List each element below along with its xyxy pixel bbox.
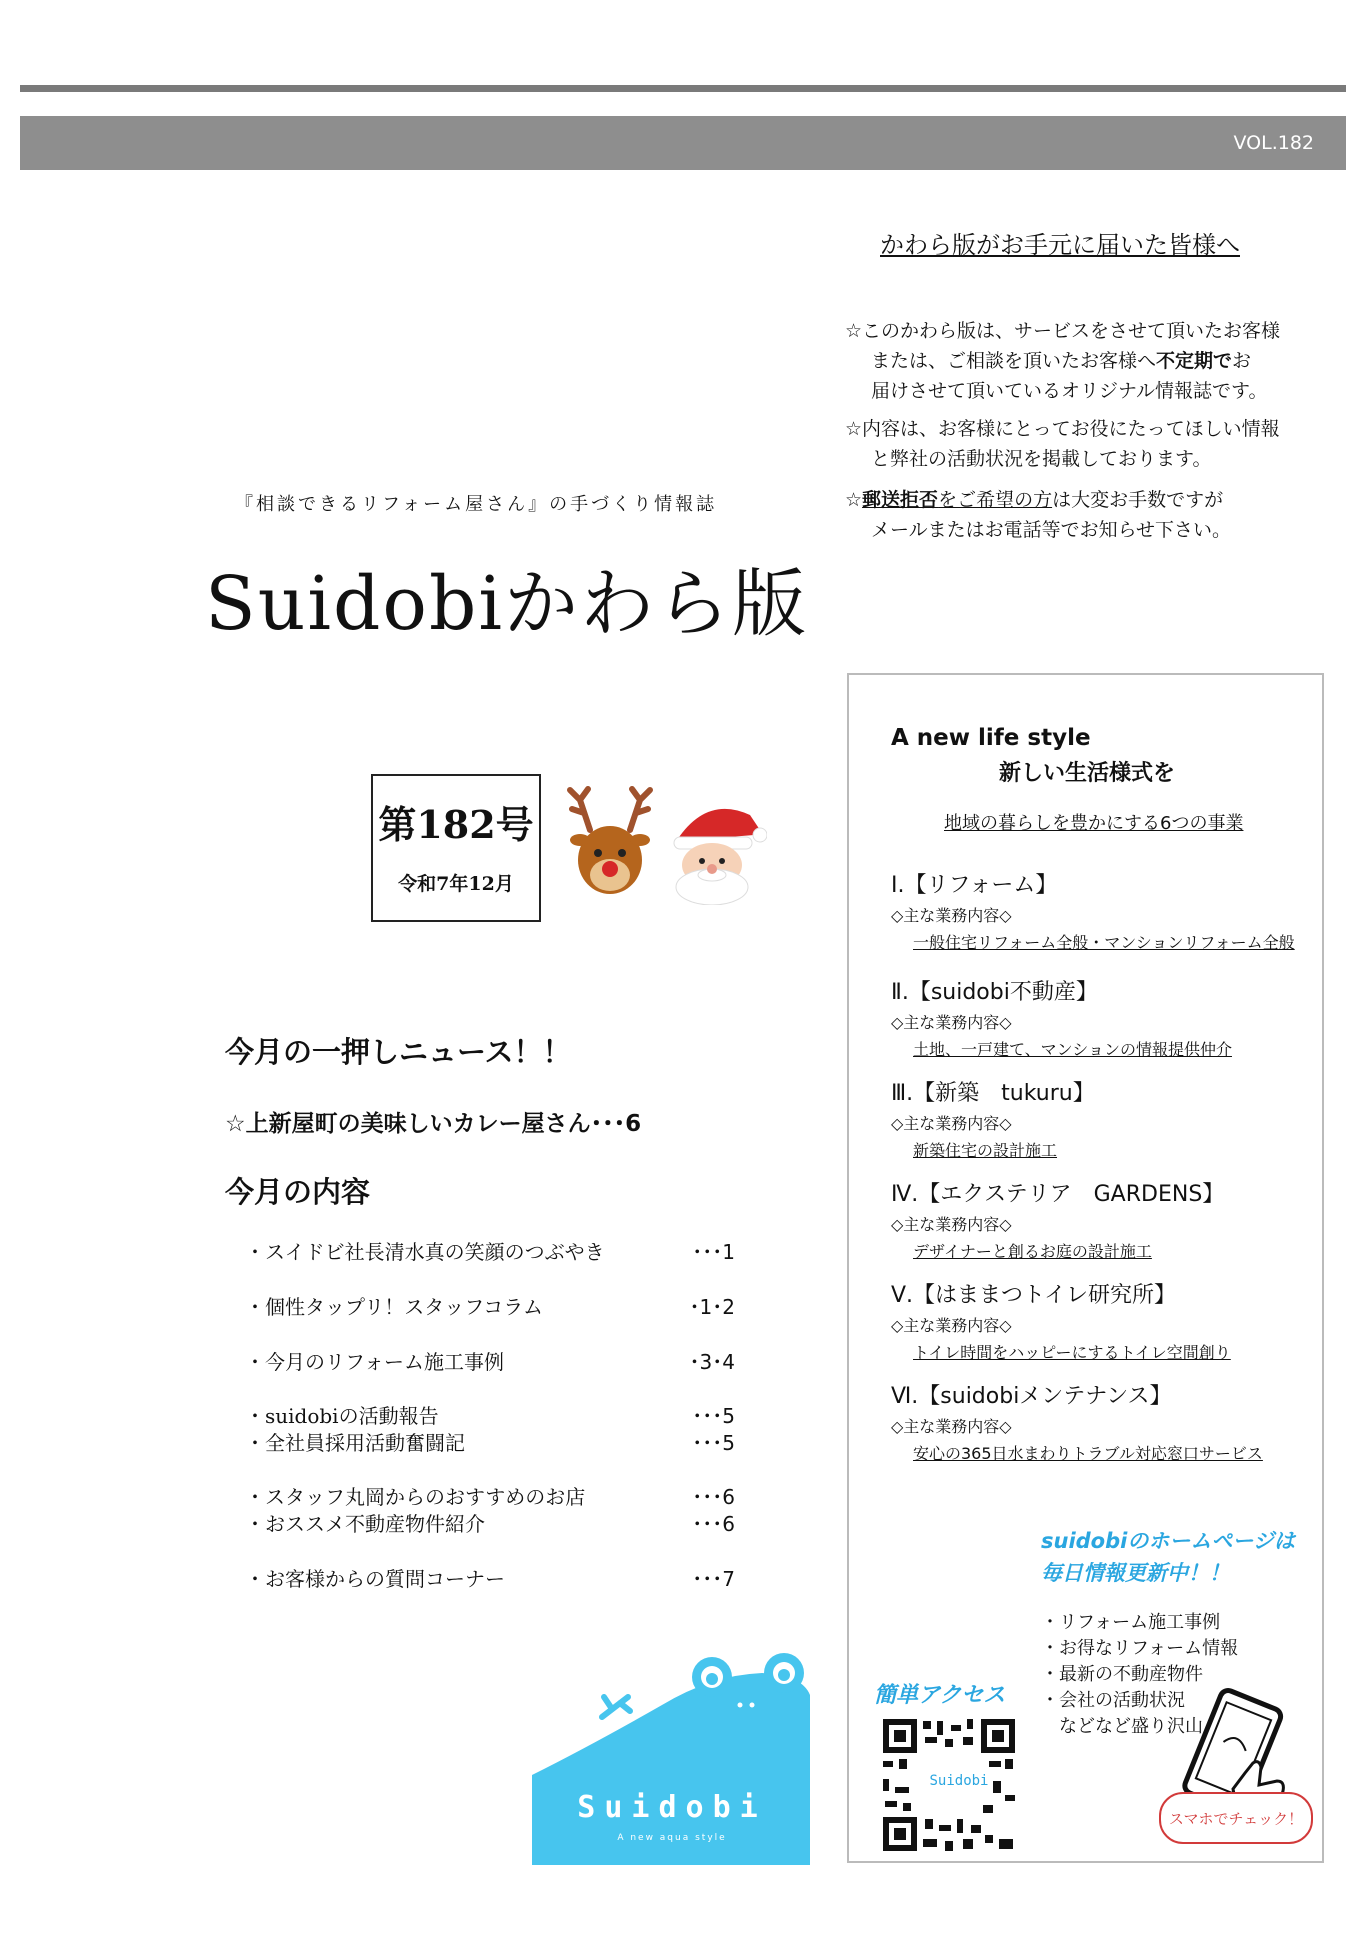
- toc-item: [245, 1291, 735, 1320]
- business-item-newbuild: [891, 1076, 1311, 1161]
- toc-item-title: ・今月のリフォーム施工事例: [245, 1350, 504, 1374]
- toc-item-title: ・お客様からの質問コーナー: [245, 1567, 505, 1591]
- notice-3: [845, 485, 1231, 545]
- feature-item: ・最新の不動産物件: [1041, 1664, 1203, 1685]
- business-item-maintenance: [891, 1379, 1311, 1464]
- toc-item-page: ･･･1: [692, 1240, 735, 1264]
- toc-item-page: ･･･6: [692, 1512, 735, 1536]
- toc-item-title: ・suidobiの活動報告: [245, 1404, 439, 1428]
- toc-item-page: ･･･7: [692, 1567, 735, 1591]
- logo-name: Suidobi: [577, 1790, 767, 1825]
- toc-item-title: ・スイドビ社長清水真の笑顔のつぶやき: [245, 1240, 605, 1264]
- volume-label: VOL.182: [1233, 132, 1314, 154]
- check-bubble: スマホでチェック！: [1159, 1792, 1313, 1844]
- notice-1-line-2a: または、ご相談を頂いたお客様へ: [871, 350, 1157, 372]
- toc-item-page: ･3･4: [689, 1350, 735, 1374]
- business-item-exterior: [891, 1177, 1311, 1262]
- business-label: ◇主な業務内容◇: [891, 1316, 1012, 1335]
- business-title: Ⅱ.【suidobi不動産】: [891, 980, 1098, 1005]
- notice-1: [845, 316, 1280, 406]
- notice-2-line-1: ☆内容は、お客様にとってお役にたってほしい情報: [845, 418, 1280, 440]
- notice-3-line-2: メールまたはお電話等でお知らせ下さい。: [871, 519, 1232, 541]
- notice-1-line-2: [845, 346, 1280, 376]
- business-desc: 土地、一戸建て、マンションの情報提供仲介: [913, 1040, 1232, 1059]
- toc-item-page: ･･･5: [692, 1431, 735, 1455]
- business-label: ◇主な業務内容◇: [891, 906, 1012, 925]
- business-label: ◇主な業務内容◇: [891, 1013, 1012, 1032]
- logo-tagline: A new aqua style: [617, 1833, 727, 1843]
- suidobi-logo: [532, 1635, 822, 1865]
- toc-item-page: ･･･5: [692, 1404, 735, 1428]
- toc-item: [245, 1400, 735, 1429]
- toc-item: [245, 1346, 735, 1375]
- toc-item-title: ・全社員採用活動奮闘記: [245, 1431, 465, 1455]
- masthead-subtitle: 『相談できるリフォーム屋さん』の手づくり情報誌: [235, 494, 718, 515]
- toc-item: [245, 1236, 735, 1265]
- toc-item-title: ・おススメ不動産物件紹介: [245, 1512, 485, 1536]
- notice-2-line-2: と弊社の活動状況を掲載しております。: [871, 448, 1212, 470]
- business-title: Ⅳ.【エクステリア GARDENS】: [891, 1182, 1225, 1207]
- top-rule: [20, 85, 1346, 92]
- toc-item: [245, 1427, 735, 1456]
- notice-2: [845, 414, 1280, 474]
- notice-1-line-2c: お: [1232, 350, 1252, 372]
- business-panel: [847, 673, 1324, 1863]
- business-desc: 一般住宅リフォーム全般・マンションリフォーム全般: [913, 933, 1295, 952]
- toc-heading: 今月の内容: [225, 1175, 371, 1209]
- business-label: ◇主な業務内容◇: [891, 1215, 1012, 1234]
- access-label: 簡単アクセス: [874, 1683, 1006, 1708]
- qr-label: Suidobi: [929, 1773, 989, 1789]
- business-title: Ⅵ.【suidobiメンテナンス】: [891, 1384, 1172, 1409]
- business-item-realestate: [891, 975, 1311, 1060]
- news-heading: 今月の一押しニュース！！: [225, 1035, 572, 1069]
- notice-3-star: ☆: [845, 489, 863, 511]
- panel-heading-ja: 新しい生活様式を: [999, 761, 1176, 786]
- masthead-title: Suidobiかわら版: [205, 561, 808, 647]
- notice-3-line-1: [845, 485, 1231, 515]
- panel-heading-en: A new life style: [891, 725, 1091, 751]
- news-item: ☆上新屋町の美味しいカレー屋さん･･･6: [225, 1111, 642, 1137]
- header-bar: [20, 116, 1346, 170]
- notice-irregular: 不定期で: [1156, 350, 1233, 372]
- toc-item-title: ・個性タップリ！スタッフコラム: [245, 1295, 543, 1319]
- toc-item-page: ･･･6: [692, 1485, 735, 1509]
- toc-item: [245, 1563, 735, 1592]
- business-label: ◇主な業務内容◇: [891, 1417, 1012, 1436]
- business-desc: デザイナーと創るお庭の設計施工: [913, 1242, 1152, 1261]
- reindeer-icon: [560, 785, 660, 900]
- business-title: Ⅲ.【新築 tukuru】: [891, 1081, 1095, 1106]
- issue-box: [371, 774, 541, 922]
- homepage-line-1: suidobiのホームページは: [1041, 1529, 1295, 1553]
- business-title: Ⅰ.【リフォーム】: [891, 873, 1058, 898]
- toc-item-title: ・スタッフ丸岡からのおすすめのお店: [245, 1485, 586, 1509]
- notice-refusal: 郵送拒否: [862, 489, 939, 511]
- business-desc: トイレ時間をハッピーにするトイレ空間創り: [913, 1343, 1231, 1362]
- feature-item: などなど盛り沢山: [1041, 1716, 1203, 1737]
- toc-item: [245, 1481, 735, 1510]
- homepage-line-2: 毎日情報更新中！！: [1041, 1561, 1230, 1585]
- feature-item: ・リフォーム施工事例: [1041, 1612, 1221, 1633]
- notice-3-rest: は大変お手数ですが: [1052, 489, 1224, 511]
- feature-item: ・会社の活動状況: [1041, 1690, 1185, 1711]
- notice-1-line-3: 届けさせて頂いているオリジナル情報誌です。: [871, 380, 1268, 402]
- toc-item: [245, 1508, 735, 1537]
- business-item-toilet: [891, 1278, 1311, 1363]
- toc-item-page: ･1･2: [689, 1295, 735, 1319]
- greeting-title: かわら版がお手元に届いた皆様へ: [880, 231, 1240, 259]
- business-desc: 新築住宅の設計施工: [913, 1141, 1058, 1160]
- business-item-reform: [891, 868, 1311, 953]
- issue-number: 第182号: [378, 802, 534, 847]
- business-title: Ⅴ.【はままつトイレ研究所】: [891, 1283, 1176, 1308]
- business-desc: 安心の365日水まわりトラブル対応窓口サービス: [913, 1444, 1263, 1463]
- santa-icon: [662, 795, 767, 905]
- business-label: ◇主な業務内容◇: [891, 1114, 1012, 1133]
- notice-1-line-1: ☆このかわら版は、サービスをさせて頂いたお客様: [845, 320, 1281, 342]
- notice-3-wish: をご希望の方: [938, 489, 1053, 511]
- panel-subheading: 地域の暮らしを豊かにする6つの事業: [944, 813, 1244, 834]
- feature-item: ・お得なリフォーム情報: [1041, 1638, 1239, 1659]
- issue-date: 令和7年12月: [398, 873, 514, 895]
